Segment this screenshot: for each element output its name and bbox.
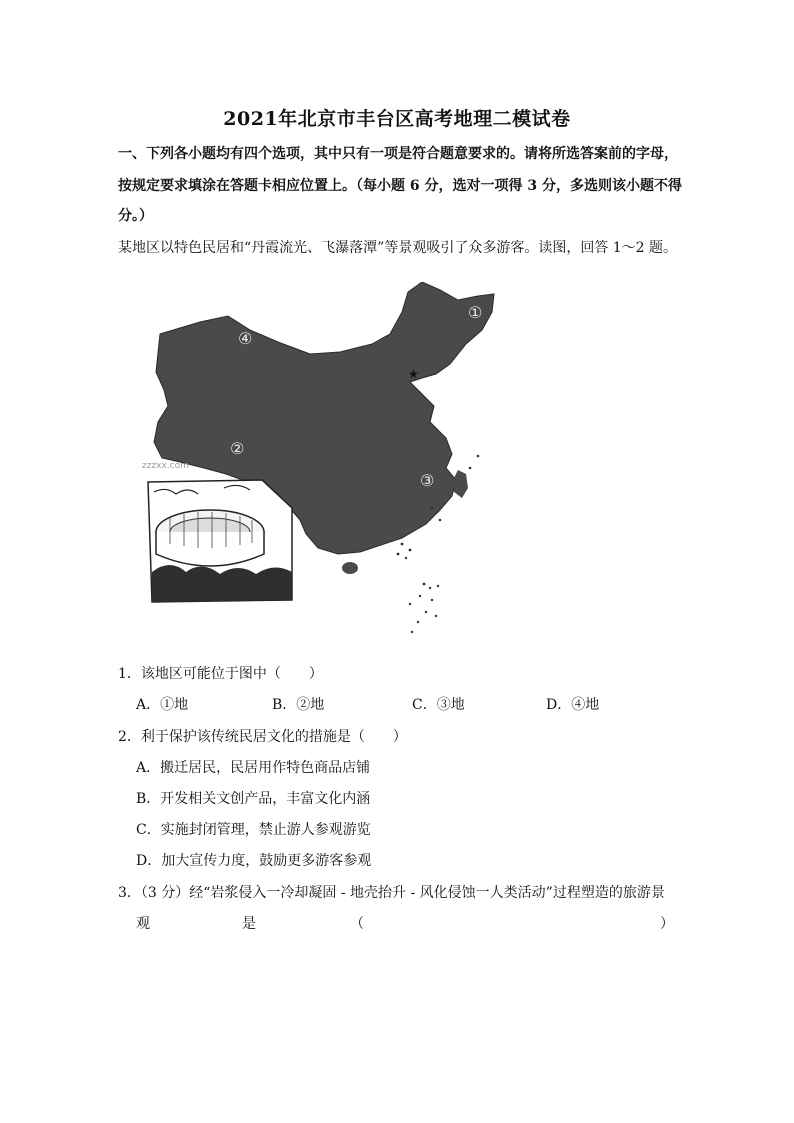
marker-3: ③ — [420, 471, 435, 490]
map-watermark: zzzxx.com — [142, 461, 189, 471]
q2-option-a[interactable]: A．搬迁居民，民居用作特色商品店铺 — [136, 760, 371, 776]
question-3-answer-close-paren: ） — [660, 916, 674, 932]
q2-option-d[interactable]: D．加大宣传力度，鼓励更多游客参观 — [136, 853, 372, 869]
hainan-shape — [342, 562, 358, 574]
section-instruction-line-2: 按规定要求填涂在答题卡相应位置上。（每小题 6 分，选对一项得 3 分，多选则该小题不得 — [118, 178, 682, 194]
question-intro: 某地区以特色民居和“丹霞流光、飞瀑落潭”等景观吸引了众多游客。读图，回答 1～2 题。 — [118, 240, 678, 256]
section-instruction-line-1: 一、下列各小题均有四个选项，其中只有一项是符合题意要求的。请将所选答案前的字母， — [118, 146, 678, 162]
page-title: 2021年北京市丰台区高考地理二模试卷 — [223, 108, 571, 130]
tulou-inset-illustration — [148, 480, 292, 602]
question-2-stem: 2．利于保护该传统民居文化的措施是（ ） — [118, 729, 407, 745]
question-1-stem: 1．该地区可能位于图中（ ） — [118, 666, 323, 682]
q2-option-b[interactable]: B．开发相关文创产品，丰富文化内涵 — [136, 791, 371, 807]
q2-option-c[interactable]: C．实施封闭管理，禁止游人参观游览 — [136, 822, 371, 838]
marker-2: ② — [230, 439, 245, 458]
taiwan-shape — [454, 470, 468, 498]
question-3-answer-open-paren: （ — [350, 916, 364, 932]
question-3-cont-2: 是 — [242, 916, 256, 932]
marker-4: ④ — [238, 329, 253, 348]
marker-1: ① — [468, 303, 483, 322]
question-3-cont-1: 观 — [136, 916, 150, 932]
china-map-figure — [140, 282, 500, 652]
q1-option-c[interactable]: C．③地 — [412, 697, 465, 713]
q1-option-a[interactable]: A．①地 — [136, 697, 189, 713]
beijing-star-icon: ★ — [408, 367, 419, 381]
section-instruction-line-3: 分。） — [118, 208, 153, 224]
q1-option-d[interactable]: D．④地 — [546, 697, 600, 713]
question-3-stem: 3．（3 分）经“岩浆侵入一冷却凝固 - 地壳抬升 - 风化侵蚀一人类活动”过程塑造的旅游景 — [118, 885, 665, 901]
q1-option-b[interactable]: B．②地 — [272, 697, 325, 713]
